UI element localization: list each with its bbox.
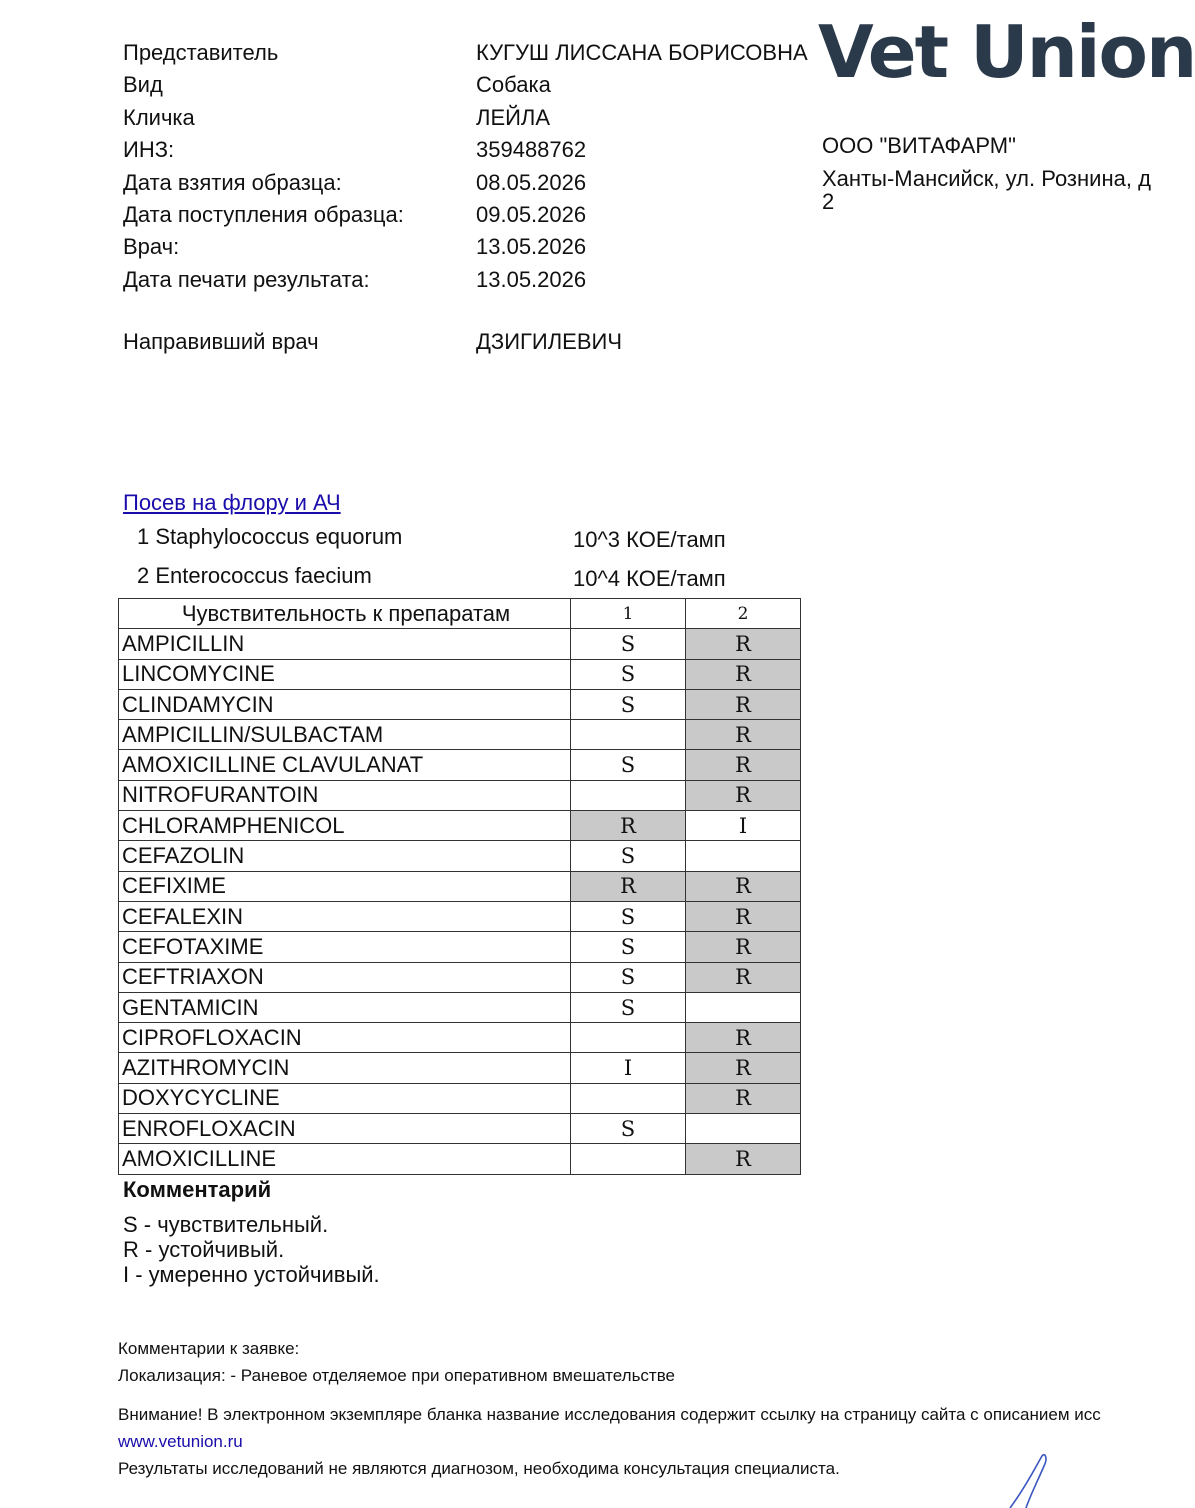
organism-1-result-cell xyxy=(571,1144,686,1174)
table-row xyxy=(119,659,801,689)
drug-name-cell: AZITHROMYCIN xyxy=(119,1053,571,1083)
org-address-line2: 2 xyxy=(822,189,835,214)
localization: Локализация: - Раневое отделяемое при оперативном вмешательстве xyxy=(118,1366,676,1385)
field-value-receipt-date: 09.05.2026 xyxy=(476,202,587,227)
drug-name-cell: NITROFURANTOIN xyxy=(119,780,571,810)
comment-title: Комментарий xyxy=(123,1177,272,1202)
field-label-nickname: Кличка xyxy=(123,105,195,130)
header-organism-2: 2 xyxy=(686,599,801,629)
table-row xyxy=(119,750,801,780)
organism-2-result-cell: R xyxy=(686,901,801,931)
organism-1-count: 10^3 КОЕ/тамп xyxy=(573,527,726,552)
table-row xyxy=(119,1053,801,1083)
drug-name-cell: CEFALEXIN xyxy=(119,901,571,931)
drug-name-cell: AMPICILLIN xyxy=(119,629,571,659)
drug-name-cell: CEFIXIME xyxy=(119,871,571,901)
organism-2-result-cell: R xyxy=(686,962,801,992)
table-row xyxy=(119,1114,801,1144)
sensitivity-table xyxy=(118,598,801,1175)
drug-name-cell: DOXYCYCLINE xyxy=(119,1083,571,1113)
legend-r: R - устойчивый. xyxy=(123,1237,285,1262)
organism-1-name: 1 Staphylococcus equorum xyxy=(137,524,403,549)
drug-name-cell: AMOXICILLINE xyxy=(119,1144,571,1174)
organism-1-result-cell: R xyxy=(571,871,686,901)
organism-1-result-cell: S xyxy=(571,932,686,962)
site-link[interactable]: www.vetunion.ru xyxy=(118,1432,243,1451)
field-label-receipt-date: Дата поступления образца: xyxy=(123,202,404,227)
header-organism-1: 1 xyxy=(571,599,686,629)
organism-1-result-cell: S xyxy=(571,629,686,659)
field-label-representative: Представитель xyxy=(123,40,279,65)
organism-2-result-cell xyxy=(686,1114,801,1144)
field-value-species: Собака xyxy=(476,72,551,97)
organism-2-result-cell: R xyxy=(686,1053,801,1083)
table-row xyxy=(119,689,801,719)
field-label-referring-doctor: Направивший врач xyxy=(123,329,319,354)
organism-1-result-cell: S xyxy=(571,689,686,719)
organism-2-result-cell xyxy=(686,992,801,1022)
study-title-link[interactable]: Посев на флору и АЧ xyxy=(123,490,341,515)
field-value-print-date: 13.05.2026 xyxy=(476,267,587,292)
organism-1-result-cell: S xyxy=(571,1114,686,1144)
field-value-doctor: 13.05.2026 xyxy=(476,234,587,259)
organism-2-result-cell: R xyxy=(686,1023,801,1053)
organism-2-result-cell: R xyxy=(686,720,801,750)
org-name: ООО "ВИТАФАРМ" xyxy=(822,133,1016,158)
organism-1-result-cell xyxy=(571,720,686,750)
field-value-nickname: ЛЕЙЛА xyxy=(476,105,551,130)
table-row xyxy=(119,780,801,810)
drug-name-cell: AMPICILLIN/SULBACTAM xyxy=(119,720,571,750)
drug-name-cell: CHLORAMPHENICOL xyxy=(119,811,571,841)
drug-name-cell: LINCOMYCINE xyxy=(119,659,571,689)
field-value-representative: КУГУШ ЛИССАНА БОРИСОВНА xyxy=(476,40,808,65)
organism-1-result-cell xyxy=(571,1023,686,1053)
field-value-inz: 359488762 xyxy=(476,137,587,162)
signature-icon xyxy=(990,1448,1070,1508)
field-label-print-date: Дата печати результата: xyxy=(123,267,370,292)
drug-name-cell: AMOXICILLINE CLAVULANAT xyxy=(119,750,571,780)
table-row xyxy=(119,811,801,841)
field-label-doctor: Врач: xyxy=(123,234,180,259)
organism-1-result-cell: S xyxy=(571,962,686,992)
table-row xyxy=(119,629,801,659)
organism-2-result-cell: R xyxy=(686,932,801,962)
table-row xyxy=(119,871,801,901)
organism-2-result-cell: R xyxy=(686,689,801,719)
organism-1-result-cell: S xyxy=(571,992,686,1022)
disclaimer: Результаты исследований не являются диагнозом, необходима консультация специалиста. xyxy=(118,1459,840,1478)
organism-2-result-cell: R xyxy=(686,780,801,810)
drug-name-cell: CIPROFLOXACIN xyxy=(119,1023,571,1053)
organism-1-result-cell: S xyxy=(571,750,686,780)
table-row xyxy=(119,1023,801,1053)
organism-2-result-cell: R xyxy=(686,750,801,780)
organism-1-result-cell: I xyxy=(571,1053,686,1083)
drug-name-cell: CLINDAMYCIN xyxy=(119,689,571,719)
organism-2-name: 2 Enterococcus faecium xyxy=(137,563,372,588)
organism-1-result-cell: R xyxy=(571,811,686,841)
organism-1-result-cell xyxy=(571,1083,686,1113)
organism-1-result-cell: S xyxy=(571,841,686,871)
org-address-line1: Ханты-Мансийск, ул. Рознина, д xyxy=(822,166,1151,191)
table-row xyxy=(119,720,801,750)
drug-name-cell: CEFAZOLIN xyxy=(119,841,571,871)
organism-1-result-cell: S xyxy=(571,901,686,931)
organism-2-result-cell: R xyxy=(686,871,801,901)
electronic-notice: Внимание! В электронном экземпляре бланка название исследования содержит ссылку на страницу сайта с описанием исс xyxy=(118,1405,1101,1424)
organism-1-result-cell: S xyxy=(571,659,686,689)
sensitivity-table-body xyxy=(119,629,801,1174)
field-label-sample-date: Дата взятия образца: xyxy=(123,170,342,195)
table-header-row xyxy=(119,599,801,629)
organism-2-result-cell: R xyxy=(686,659,801,689)
table-row xyxy=(119,992,801,1022)
organism-2-result-cell: I xyxy=(686,811,801,841)
organism-2-result-cell: R xyxy=(686,629,801,659)
organism-2-result-cell xyxy=(686,841,801,871)
organism-2-result-cell: R xyxy=(686,1083,801,1113)
table-row xyxy=(119,932,801,962)
legend-s: S - чувствительный. xyxy=(123,1212,329,1237)
table-row xyxy=(119,1144,801,1174)
table-row xyxy=(119,841,801,871)
table-row xyxy=(119,901,801,931)
drug-name-cell: CEFTRIAXON xyxy=(119,962,571,992)
table-row xyxy=(119,962,801,992)
field-value-referring-doctor: ДЗИГИЛЕВИЧ xyxy=(476,329,622,354)
organism-1-result-cell xyxy=(571,780,686,810)
field-value-sample-date: 08.05.2026 xyxy=(476,170,587,195)
vetunion-logo: Vet Union xyxy=(818,10,1195,94)
header-drug: Чувствительность к препаратам xyxy=(119,599,571,629)
drug-name-cell: ENROFLOXACIN xyxy=(119,1114,571,1144)
request-comments: Комментарии к заявке: xyxy=(118,1339,300,1358)
drug-name-cell: GENTAMICIN xyxy=(119,992,571,1022)
table-row xyxy=(119,1083,801,1113)
organism-2-result-cell: R xyxy=(686,1144,801,1174)
organism-2-count: 10^4 КОЕ/тамп xyxy=(573,566,726,591)
drug-name-cell: CEFOTAXIME xyxy=(119,932,571,962)
field-label-species: Вид xyxy=(123,72,163,97)
field-label-inz: ИНЗ: xyxy=(123,137,175,162)
legend-i: I - умеренно устойчивый. xyxy=(123,1262,380,1287)
